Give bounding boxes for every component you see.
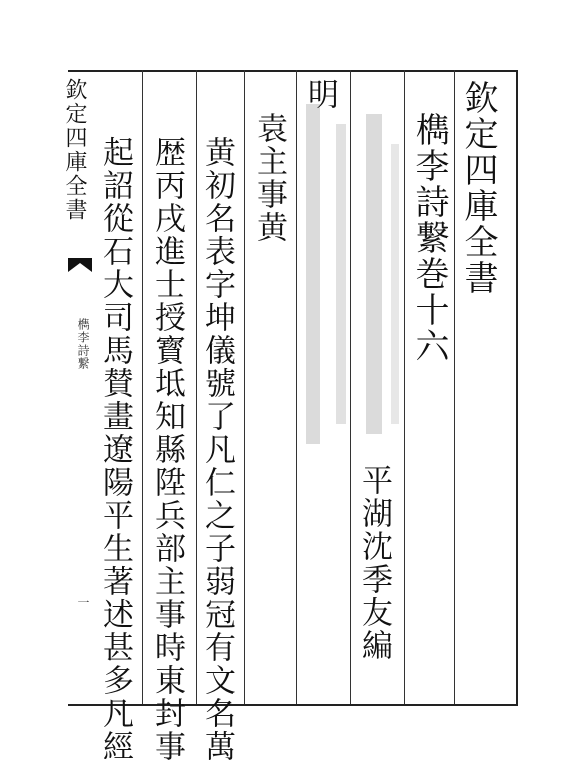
column-rule [142, 70, 143, 704]
blank-column-stain [296, 84, 406, 454]
entry-name: 袁主事黄 [251, 112, 287, 244]
library-title: 欽定四庫全書 [458, 80, 498, 296]
fishtail-mark [68, 258, 92, 272]
compiler-line: 平湖沈季友編 [356, 464, 392, 662]
margin-page-number: 一 [76, 596, 90, 609]
margin-short-title: 檇李詩繋 [76, 318, 90, 370]
column-rule [196, 70, 197, 704]
column-rule [244, 70, 245, 704]
column-rule [454, 70, 455, 704]
dynasty-heading: 明 [302, 78, 338, 111]
body-line: 黄初名表字坤儀號了凡仁之子弱冠有文名萬 [199, 136, 235, 763]
body-line: 歴丙戌進士授寳坻知縣陞兵部主事時東封事 [149, 136, 185, 763]
body-line: 起詔從石大司馬賛畫遼陽平生著述甚多凡經 [97, 136, 133, 763]
page-frame [68, 70, 518, 706]
volume-title: 檇李詩繋巻十六 [409, 112, 449, 364]
margin-book-title: 欽定四庫全書 [62, 78, 87, 222]
